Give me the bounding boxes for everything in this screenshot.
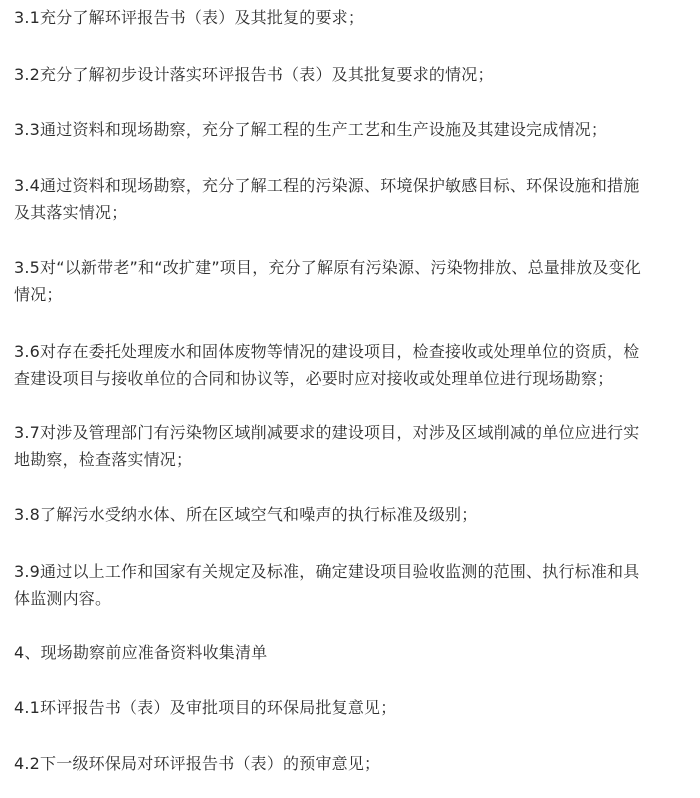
paragraph-4-2: 4.2下一级环保局对环评报告书（表）的预审意见； <box>14 754 381 773</box>
paragraph-3-3: 3.3通过资料和现场勘察，充分了解工程的生产工艺和生产设施及其建设完成情况； <box>14 120 608 139</box>
paragraph-3-8: 3.8了解污水受纳水体、所在区域空气和噪声的执行标准及级别； <box>14 505 478 524</box>
paragraph-3-9: 3.9通过以上工作和国家有关规定及标准，确定建设项目验收监测的范围、执行标准和具 体监测内容。 <box>14 562 640 608</box>
section-heading-4: 4、现场勘察前应准备资料收集清单 <box>14 643 268 662</box>
paragraph-3-2: 3.2充分了解初步设计落实环评报告书（表）及其批复要求的情况； <box>14 65 494 84</box>
paragraph-3-7: 3.7对涉及管理部门有污染物区域削减要求的建设项目，对涉及区域削减的单位应进行实 地勘察，检查落实情况； <box>14 423 640 469</box>
paragraph-3-5: 3.5对“以新带老”和“改扩建”项目，充分了解原有污染源、污染物排放、总量排放及变化 情况； <box>14 258 642 304</box>
paragraph-3-1: 3.1充分了解环评报告书（表）及其批复的要求； <box>14 8 365 27</box>
paragraph-3-6: 3.6对存在委托处理废水和固体废物等情况的建设项目，检查接收或处理单位的资质，检 查建设项目与接收单位的合同和协议等，必要时应对接收或处理单位进行现场勘察； <box>14 342 640 388</box>
paragraph-4-1: 4.1环评报告书（表）及审批项目的环保局批复意见； <box>14 698 397 717</box>
paragraph-3-4: 3.4通过资料和现场勘察，充分了解工程的污染源、环境保护敏感目标、环保设施和措施 及其落实情况； <box>14 176 640 222</box>
